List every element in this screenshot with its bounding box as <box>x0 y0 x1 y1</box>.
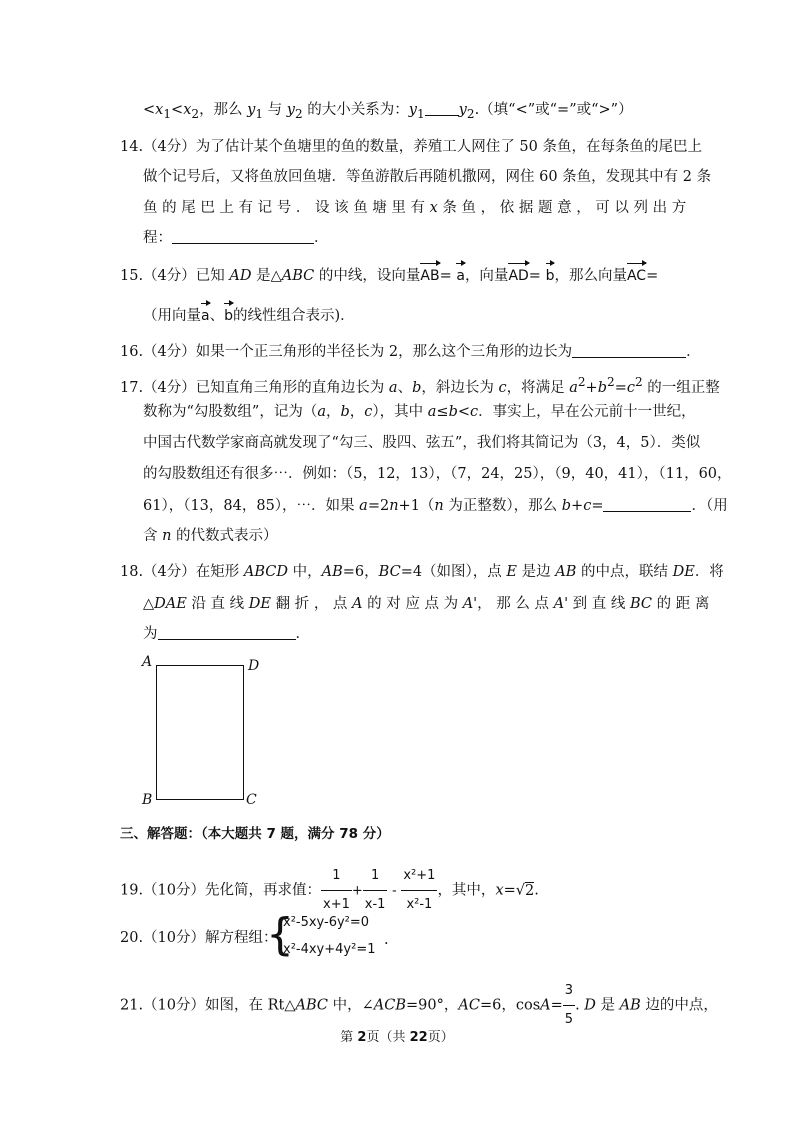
text: 第 <box>340 1030 358 1045</box>
text: ），其中 <box>372 404 428 420</box>
page-footer <box>0 1026 794 1045</box>
text: 的线性组合表示)． <box>232 308 355 324</box>
text: 与 <box>263 102 287 118</box>
triangle-DAE: DAE <box>154 596 187 612</box>
segment-AD: AD <box>229 268 252 284</box>
text: ≤ <box>436 404 449 420</box>
q15-line-2 <box>143 306 355 326</box>
text: 是 <box>595 997 620 1014</box>
text: 的代数式表示） <box>171 528 278 544</box>
var-a: a <box>569 379 578 396</box>
text: 、 <box>397 379 413 396</box>
numerator: x²+1 <box>401 863 437 891</box>
question-number: 15.（4分） <box>120 268 196 284</box>
var-a: a <box>427 404 437 420</box>
sub: 1 <box>163 106 172 121</box>
question-number: 18.（4分） <box>120 564 196 580</box>
q14-line-1 <box>120 137 702 157</box>
var-b: b <box>340 404 350 420</box>
text: =2 <box>367 498 390 514</box>
denominator: 5 <box>564 1012 574 1027</box>
text: ，其中， <box>437 882 496 899</box>
text: 先化简，再求值： <box>205 882 322 899</box>
point-D: D <box>584 997 596 1014</box>
text: - <box>392 883 397 899</box>
var-b: b <box>597 379 607 396</box>
answer-blank[interactable] <box>603 497 691 512</box>
vector-AB: AB <box>420 268 440 284</box>
q19-line <box>120 863 539 918</box>
equation-row-1: x²-5xy-6y²=0 <box>283 915 370 930</box>
segment-AB: AB <box>555 564 577 580</box>
text: = <box>503 882 516 899</box>
var-y1: y <box>247 102 256 118</box>
text: ， <box>349 404 365 420</box>
fraction-3 <box>401 863 437 918</box>
text: 为 <box>143 626 158 642</box>
text: ，那么向量 <box>554 268 627 284</box>
var-c: c <box>364 404 373 420</box>
numerator: 1 <box>363 863 388 891</box>
text: + <box>351 883 363 899</box>
var-c: c <box>470 404 479 420</box>
text: 边的中点， <box>640 997 718 1014</box>
question-number: 17.（4分） <box>120 379 196 396</box>
text: = <box>591 498 604 514</box>
segment-AB: AB <box>321 564 343 580</box>
var-b: b <box>561 498 572 514</box>
sub: 2 <box>191 106 200 121</box>
text: 中国古代数学家商高就发现了“勾三、股四、弦五”，我们将其简记为（3，4，5）．类似 <box>143 435 701 451</box>
text: ．将 <box>694 564 724 580</box>
q13-tail-line <box>143 100 633 124</box>
text: < <box>171 102 184 118</box>
text: 为正整数），那么 <box>443 498 562 514</box>
numerator: 3 <box>563 978 575 1006</box>
denominator: x+1 <box>323 897 350 912</box>
sub: 1 <box>416 106 425 121</box>
text: 61），（13，84，85），⋯．如果 <box>143 498 360 514</box>
text: +1（ <box>398 498 435 514</box>
text: ． <box>686 344 701 360</box>
text: ， <box>325 404 341 420</box>
q17-line-6 <box>143 526 278 546</box>
text: . <box>384 932 389 948</box>
text: 页（共 <box>366 1030 410 1045</box>
text: 解方程组： <box>205 930 278 946</box>
figure-label-C: C <box>246 792 257 808</box>
q17-line-3 <box>143 433 700 453</box>
q18-line-2 <box>143 594 709 614</box>
q14-line-4 <box>143 228 329 248</box>
var-x: x <box>429 200 438 216</box>
figure-label-A: A <box>142 654 153 670</box>
question-number: 16.（4分） <box>120 344 196 360</box>
text: 翻 折 ， 点 <box>271 596 353 612</box>
text: =4（如图），点 <box>400 564 507 580</box>
var-x: x <box>495 882 504 899</box>
point-A-prime: A' <box>462 596 478 612</box>
q20-line <box>120 928 278 948</box>
segment-AB: AB <box>619 997 641 1014</box>
answer-blank[interactable] <box>425 101 459 116</box>
sub: 1 <box>255 106 264 121</box>
question-number: 20.（10分） <box>120 930 206 946</box>
text: 已知直角三角形的直角边长为 <box>195 379 389 396</box>
text: 做个记号后，又将鱼放回鱼塘．等鱼游散后再随机撒网，网住 60 条鱼，发现其中有 2 条 <box>143 169 712 185</box>
var-y1: y <box>408 102 417 118</box>
rectangle-figure <box>156 665 244 800</box>
fraction-2 <box>363 863 388 918</box>
q17-line-1 <box>120 372 720 398</box>
text: .（填“<”或“=”或“>”） <box>474 102 633 118</box>
q15-line-1 <box>120 266 658 286</box>
text: 条 鱼 ， 依 据 题 意 ， 可 以 列 出 方 <box>437 200 687 216</box>
q17-line-4 <box>143 464 732 484</box>
fraction-1 <box>321 863 352 918</box>
page-total: 22 <box>409 1030 428 1045</box>
denominator: x²-1 <box>406 897 433 912</box>
q17-line-2 <box>143 402 696 422</box>
text: . <box>575 997 585 1014</box>
text: ，那么 <box>199 102 248 118</box>
text: ． <box>295 626 310 642</box>
text: = <box>646 268 659 284</box>
angle-A: A <box>540 997 551 1014</box>
text: ．（用 <box>691 498 728 514</box>
vector-b: b <box>545 268 555 284</box>
text: 沿 直 线 <box>186 596 249 612</box>
text: =6，cos <box>479 997 541 1014</box>
var-n: n <box>162 528 172 544</box>
text: 的中点，联结 <box>576 564 673 580</box>
q21-line <box>120 978 718 1033</box>
exponent: 2 <box>634 375 643 389</box>
text: ．事实上，早在公元前十一世纪， <box>478 404 696 420</box>
exponent: 2 <box>577 375 586 389</box>
point-A: A <box>352 596 363 612</box>
var-b: b <box>448 404 458 420</box>
text: 已知 <box>195 268 230 284</box>
text: ， 那 么 点 <box>477 596 554 612</box>
text: < <box>457 404 471 420</box>
var-a: a <box>317 404 326 420</box>
text: 如图，在 Rt△ <box>205 997 296 1014</box>
text: ． <box>314 230 329 246</box>
q14-line-2 <box>143 167 711 187</box>
text: ，将满足 <box>506 379 570 396</box>
var-c: c <box>626 379 635 396</box>
vector-AD: AD <box>508 268 529 284</box>
var-c: c <box>583 498 592 514</box>
text: = <box>528 268 541 284</box>
page-number: 2 <box>357 1030 367 1045</box>
text: 中， <box>288 564 322 580</box>
figure-label-D: D <box>248 658 260 674</box>
text: （用向量 <box>143 308 201 324</box>
var-a: a <box>359 498 368 514</box>
var-a: a <box>388 379 398 396</box>
text: 的勾股数组还有很多⋯．例如：（5，12，13），（7，24，25），（9，40，41），（11，60， <box>143 466 732 482</box>
text: 到 直 线 <box>568 596 630 612</box>
angle-ACB: ACB <box>373 997 407 1014</box>
answer-blank[interactable] <box>158 625 296 640</box>
denominator: x-1 <box>364 897 386 912</box>
text: + <box>585 379 598 396</box>
text: 程： <box>143 230 172 246</box>
question-number: 14.（4分） <box>120 139 196 155</box>
segment-DE: DE <box>672 564 695 580</box>
text: 数称为“勾股数组”，记为（ <box>143 404 318 420</box>
figure-label-B: B <box>142 792 153 808</box>
text: 的 距 离 <box>652 596 710 612</box>
var-y2: y <box>458 102 467 118</box>
vector-AC: AC <box>626 268 647 284</box>
q16-line <box>120 342 701 362</box>
rect-ABCD: ABCD <box>243 564 289 580</box>
sub: 2 <box>466 106 475 121</box>
vector-a: a <box>201 308 210 324</box>
q18-line-1 <box>120 562 724 582</box>
triangle-ABC: ABC <box>281 268 315 284</box>
text: 页） <box>427 1030 454 1045</box>
sqrt-argument: 2 <box>525 882 535 899</box>
var-c: c <box>498 379 507 396</box>
var-b: b <box>412 379 422 396</box>
text: . <box>534 882 539 899</box>
text: 是边 <box>517 564 556 580</box>
answer-blank[interactable] <box>172 229 314 244</box>
question-number: 21.（10分） <box>120 997 206 1014</box>
triangle-ABC: ABC <box>295 997 329 1014</box>
vector-a: a <box>456 268 465 284</box>
point-A-prime: A' <box>553 596 569 612</box>
text: + <box>571 498 584 514</box>
text: ，斜边长为 <box>421 379 499 396</box>
question-number: 19.（10分） <box>120 882 206 899</box>
text: 、 <box>209 308 225 324</box>
exponent: 2 <box>607 375 615 389</box>
text: 在矩形 <box>195 564 244 580</box>
text: 的中线，设向量 <box>314 268 421 284</box>
var-x2: x <box>183 102 192 118</box>
var-n: n <box>389 498 399 514</box>
segment-BC: BC <box>378 564 401 580</box>
text: △ <box>143 596 155 612</box>
var-n: n <box>434 498 444 514</box>
text: 的 对 应 点 为 <box>362 596 463 612</box>
sqrt-icon: √ <box>515 882 526 899</box>
text: 的一组正整 <box>642 379 720 396</box>
text: =6， <box>342 564 379 580</box>
vector-b: b <box>224 308 233 324</box>
text: 中，∠ <box>328 997 374 1014</box>
var-y2: y <box>286 102 295 118</box>
equation-row-2: x²-4xy+4y²=1 <box>283 942 376 957</box>
left-brace-icon: { <box>266 909 294 960</box>
text: 是△ <box>251 268 282 284</box>
segment-DE: DE <box>248 596 271 612</box>
numerator: 1 <box>321 863 352 891</box>
text: =90°， <box>406 997 459 1014</box>
text: 为了估计某个鱼塘里的鱼的数量，养殖工人网住了 50 条鱼，在每条鱼的尾巴上 <box>195 139 702 155</box>
fraction-cos <box>563 978 575 1033</box>
segment-AC: AC <box>458 997 480 1014</box>
answer-blank[interactable] <box>572 343 686 358</box>
text: 的大小关系为： <box>302 102 409 118</box>
q17-line-5 <box>143 496 728 516</box>
q14-line-3 <box>143 198 686 218</box>
q18-line-3 <box>143 624 310 644</box>
text: 如果一个正三角形的半径长为 2，那么这个三角形的边长为 <box>195 344 573 360</box>
var-x1: x <box>155 102 164 118</box>
text: 鱼 的 尾 巴 上 有 记 号 ． 设 该 鱼 塘 里 有 <box>143 200 430 216</box>
text: ，向量 <box>464 268 509 284</box>
text: = <box>550 997 563 1014</box>
point-E: E <box>506 564 518 580</box>
sub: 2 <box>294 106 303 121</box>
segment-BC: BC <box>630 596 653 612</box>
text: = <box>439 268 452 284</box>
text: = <box>614 379 627 396</box>
text: 含 <box>143 528 163 544</box>
section-heading: 三、解答题：（本大题共 7 题，满分 78 分） <box>120 826 390 842</box>
text: < <box>143 102 156 118</box>
